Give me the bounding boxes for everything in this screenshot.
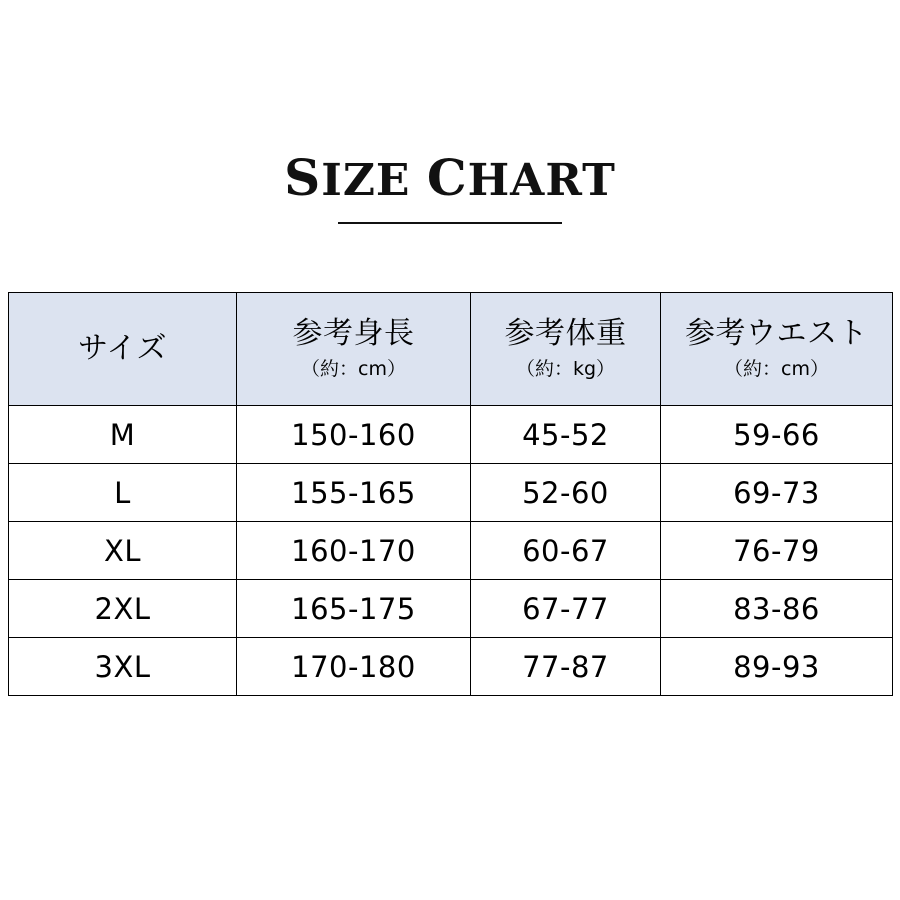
cell-weight: 60-67 [471, 522, 661, 580]
cell-height: 170-180 [237, 638, 471, 696]
header-waist-sub: （約：cm） [724, 357, 829, 380]
header-cell-waist [661, 293, 893, 406]
header-cell-weight [471, 293, 661, 406]
table-row [9, 464, 893, 522]
cell-waist: 59-66 [661, 406, 893, 464]
header-row [9, 293, 893, 406]
title-block [0, 150, 900, 211]
size-table-wrap [8, 292, 892, 696]
table-body [9, 406, 893, 696]
header-cell-size [9, 293, 237, 406]
header-weight-sub: （約：kg） [515, 357, 616, 380]
cell-weight: 45-52 [471, 406, 661, 464]
header-size-main: サイズ [77, 331, 168, 366]
header-height-main: 参考身長 [292, 315, 415, 351]
cell-waist: 76-79 [661, 522, 893, 580]
table-row [9, 522, 893, 580]
cell-height: 165-175 [237, 580, 471, 638]
table-row [9, 406, 893, 464]
header-weight-main: 参考体重 [504, 315, 627, 351]
table-row [9, 580, 893, 638]
header-height-sub: （約：cm） [301, 357, 406, 380]
cell-size: M [9, 406, 237, 464]
title-ize: IZE [321, 155, 411, 206]
cell-size: XL [9, 522, 237, 580]
size-chart-table [8, 292, 893, 696]
page-title [278, 150, 622, 211]
cell-waist: 89-93 [661, 638, 893, 696]
table-row [9, 638, 893, 696]
title-initial-c: C [426, 148, 468, 207]
cell-weight: 67-77 [471, 580, 661, 638]
header-cell-height [237, 293, 471, 406]
cell-waist: 83-86 [661, 580, 893, 638]
cell-weight: 52-60 [471, 464, 661, 522]
cell-size: L [9, 464, 237, 522]
cell-height: 160-170 [237, 522, 471, 580]
cell-height: 150-160 [237, 406, 471, 464]
cell-weight: 77-87 [471, 638, 661, 696]
cell-size: 3XL [9, 638, 237, 696]
cell-size: 2XL [9, 580, 237, 638]
header-waist-main: 参考ウエスト [685, 315, 868, 351]
cell-height: 155-165 [237, 464, 471, 522]
table-head [9, 293, 893, 406]
title-hart: HART [467, 155, 616, 206]
title-initial-s: S [284, 148, 322, 207]
cell-waist: 69-73 [661, 464, 893, 522]
title-underline [338, 222, 562, 224]
